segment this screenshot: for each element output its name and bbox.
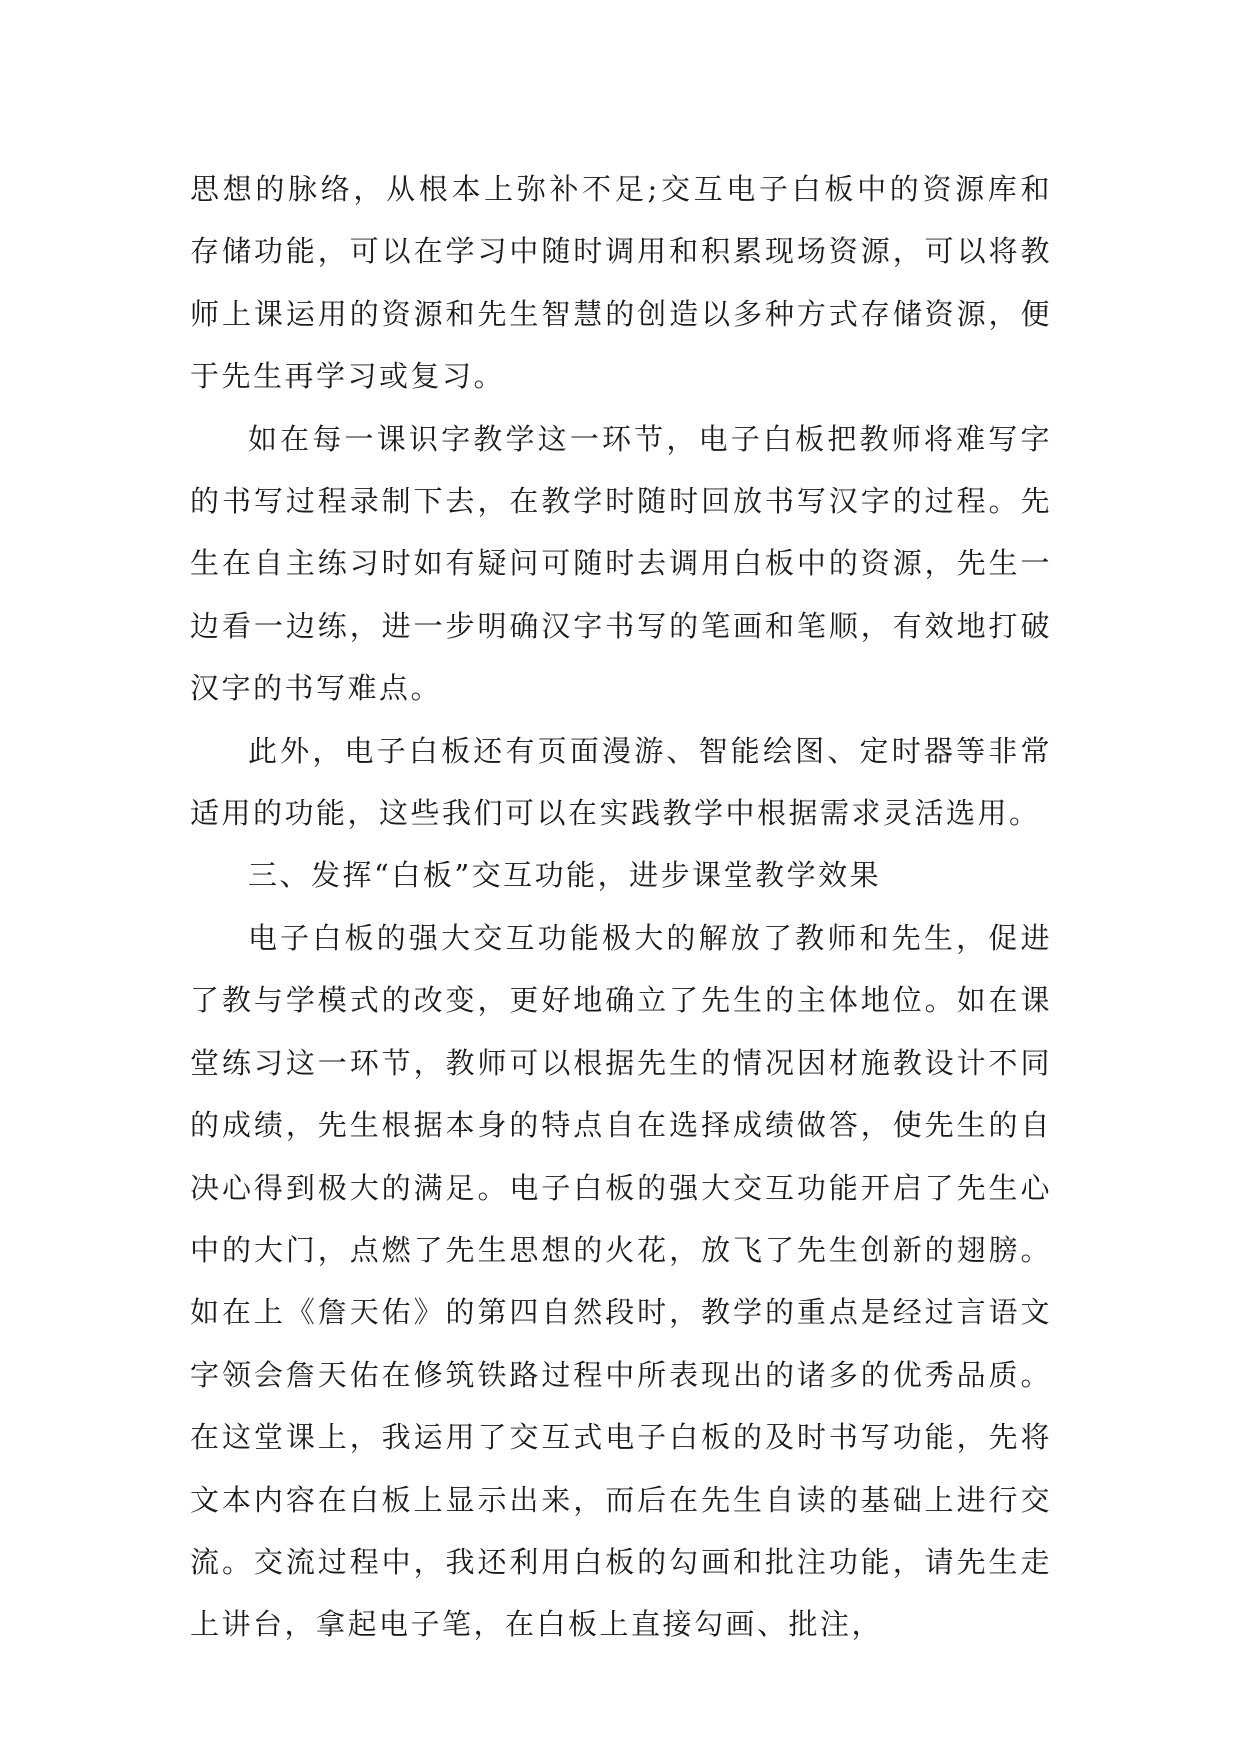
paragraph-literacy-example: 如在每一课识字教学这一环节，电子白板把教师将难写字的书写过程录制下去，在教学时随时回放书写汉字的过程。先生在自主练习时如有疑问可随时去调用白板中的资源，先生一边看一边练，进一步明确汉字书写的笔画和笔顺，有效地打破汉字的书写难点。	[190, 421, 1052, 706]
paragraph-continuation: 思想的脉络，从根本上弥补不足;交互电子白板中的资源库和存储功能，可以在学习中随时调用和积累现场资源，可以将教师上课运用的资源和先生智慧的创造以多种方式存储资源，便于先生再学习或复习。	[190, 172, 1052, 394]
document-body	[190, 158, 1052, 1656]
paragraph-other-features: 此外，电子白板还有页面漫游、智能绘图、定时器等非常适用的功能，这些我们可以在实践教学中根据需求灵活选用。	[190, 733, 1052, 831]
section-heading: 三、发挥“白板”交互功能，进步课堂教学效果	[248, 858, 882, 893]
paragraph-interaction: 电子白板的强大交互功能极大的解放了教师和先生，促进了教与学模式的改变，更好地确立了先生的主体地位。如在课堂练习这一环节，教师可以根据先生的情况因材施教设计不同的成绩，先生根据本身的特点自在选择成绩做答，使先生的自决心得到极大的满足。电子白板的强大交互功能开启了先生心中的大门，点燃了先生思想的火花，放飞了先生创新的翅膀。如在上《詹天佑》的第四自然段时，教学的重点是经过言语文字领会詹天佑在修筑铁路过程中所表现出的诸多的优秀品质。在这堂课上，我运用了交互式电子白板的及时书写功能，先将文本内容在白板上显示出来，而后在先生自读的基础上进行交流。交流过程中，我还利用白板的勾画和批注功能，请先生走上讲台，拿起电子笔，在白板上直接勾画、批注，	[190, 920, 1052, 1642]
